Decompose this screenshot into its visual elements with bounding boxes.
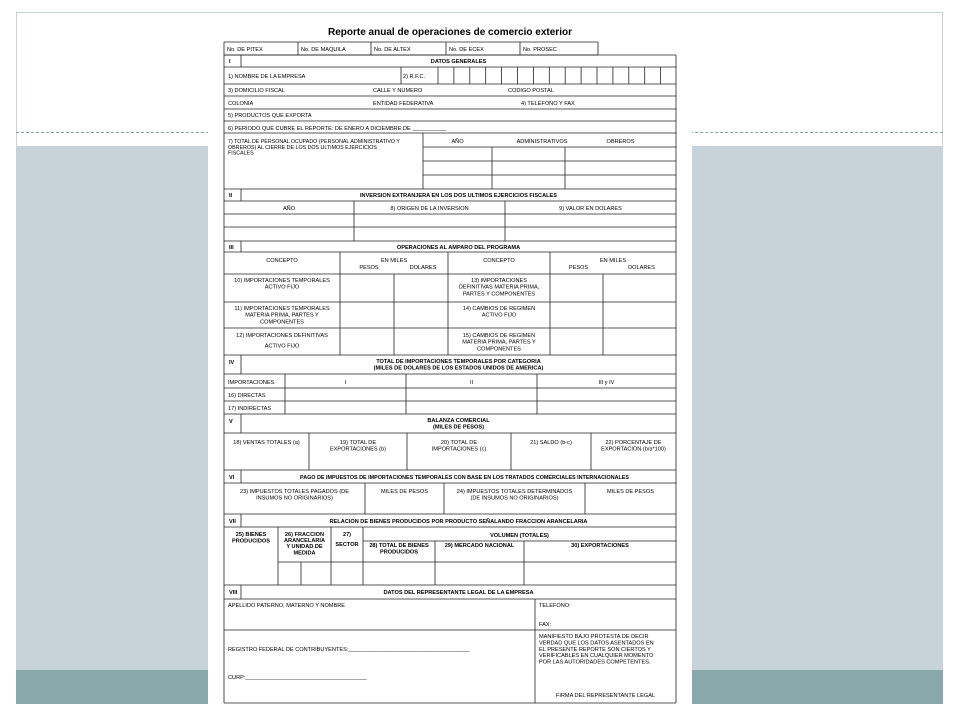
form-label: 13) IMPORTACIONES xyxy=(470,278,528,284)
header-id-label: No. DE MAQUILA xyxy=(301,47,346,53)
section-title: RELACION DE BIENES PRODUCIDOS POR PRODUCTO SEÑALANDO FRACCION ARANCELARIA xyxy=(329,519,588,525)
header-id-label: No. PROSEC xyxy=(523,47,557,53)
section-number: IV xyxy=(229,360,235,366)
form-label xyxy=(359,265,379,271)
form-label xyxy=(457,489,573,502)
form-label: PESOS xyxy=(568,265,589,271)
form-label: MILES DE PESOS xyxy=(381,489,428,495)
section-title xyxy=(427,418,490,431)
form-label xyxy=(559,206,622,212)
form-label: MATERIA PRIMA, PARTES Y xyxy=(462,339,536,346)
form-document xyxy=(208,17,692,705)
form-label: Y UNIDAD DE xyxy=(286,544,323,551)
form-label: EXPORTACION (b/a*100) xyxy=(601,446,666,453)
section-title xyxy=(397,245,520,251)
form-label: ADMINISTRATIVOS xyxy=(516,139,568,145)
form-label xyxy=(234,278,330,291)
form-label xyxy=(517,139,568,145)
section-number: VI xyxy=(229,475,235,481)
form-label: 22) PORCENTAJE DE xyxy=(605,440,662,446)
form-label: 18) VENTAS TOTALES (a) xyxy=(233,440,300,446)
form-label xyxy=(539,622,552,628)
form-label: DOLARES xyxy=(409,265,437,271)
form-label: IMPORTACIONES (c) xyxy=(431,446,487,453)
section-title: BALANZA COMERCIAL xyxy=(427,418,490,424)
form-label: 21) SALDO (b-c) xyxy=(530,440,572,446)
form-label: 1) NOMBRE DE LA EMPRESA xyxy=(228,74,306,80)
section-number xyxy=(229,519,236,525)
form-label: COMPONENTES xyxy=(260,319,304,326)
form-label xyxy=(530,440,572,446)
form-label: AÑO xyxy=(282,206,296,212)
form-label xyxy=(508,88,554,94)
form-label xyxy=(234,306,330,325)
form-label xyxy=(403,74,426,80)
form-label: VERIFICABLES EN CUALQUIER MOMENTO xyxy=(539,653,654,660)
form-label: SECTOR xyxy=(335,542,359,548)
section-number xyxy=(229,360,235,366)
section-title xyxy=(360,193,557,199)
section-title xyxy=(431,59,487,65)
form-label: PRODUCIDOS xyxy=(380,549,418,556)
form-label: ACTIVO FIJO xyxy=(264,343,300,350)
form-label: 23) IMPUESTOS TOTALES PAGADOS (DE xyxy=(240,489,349,495)
section-number xyxy=(229,590,238,596)
form-label: 14) CAMBIOS DE REGIMEN xyxy=(462,306,536,312)
form-label xyxy=(599,380,615,386)
form-label xyxy=(228,675,368,681)
form-label: FIRMA DEL REPRESENTANTE LEGAL xyxy=(555,693,656,699)
form-label: 12) IMPORTACIONES DEFINITIVAS xyxy=(236,333,328,339)
form-label xyxy=(373,88,423,94)
form-label: INSUMOS NO ORIGINARIOS) xyxy=(256,495,333,502)
form-label: MATERIA PRIMA, PARTES Y xyxy=(245,312,319,319)
form-label xyxy=(571,543,629,549)
form-label: MANIFIESTO BAJO PROTESTA DE DECIR xyxy=(539,634,649,640)
form-label xyxy=(445,543,515,549)
form-label: DEFINITIVAS MATERIA PRIMA, xyxy=(458,284,540,291)
form-label xyxy=(539,603,571,609)
form-label: COMPONENTES xyxy=(477,346,521,353)
form-label: MILES DE PESOS xyxy=(607,489,654,495)
form-label xyxy=(462,333,536,352)
form-label xyxy=(266,258,298,264)
form-label xyxy=(390,206,468,212)
form-label xyxy=(432,440,487,453)
section-number: VIII xyxy=(229,590,238,596)
header-id-label xyxy=(227,47,263,53)
form-label: EL PRESENTE REPORTE SON CIERTOS Y xyxy=(539,646,651,653)
form-label: 6) PERIODO QUE CUBRE EL REPORTE: DE ENERO A DICIEMBRE DE ___________ xyxy=(228,126,447,132)
form-label: CALLE Y NUMERO xyxy=(373,88,423,94)
form-label: III y IV xyxy=(598,380,615,386)
form-label: ACTIVO FIJO xyxy=(481,312,517,319)
form-label xyxy=(628,265,655,271)
form-label: MEDIDA xyxy=(293,550,316,557)
form-label xyxy=(470,380,474,386)
section-title: (MILES DE DOLARES DE LOS ESTADOS UNIDOS DE AMERICA) xyxy=(373,365,544,372)
form-label xyxy=(369,543,429,556)
form-label xyxy=(284,532,325,556)
form-label xyxy=(240,489,349,502)
form-label: COLONIA xyxy=(228,101,254,107)
form-label xyxy=(228,101,253,107)
form-label: OBREROS xyxy=(606,139,635,145)
section-title xyxy=(300,475,629,481)
form-label xyxy=(345,380,347,386)
form-label xyxy=(569,265,589,271)
section-number xyxy=(229,193,233,199)
form-label: I xyxy=(344,380,347,386)
form-label xyxy=(607,139,635,145)
section-number: I xyxy=(229,59,231,65)
form-label: 3) DOMICILIO FISCAL xyxy=(228,88,285,94)
header-id-label xyxy=(301,47,346,53)
header-id-label: No. DE PITEX xyxy=(227,47,263,53)
form-label: (DE INSUMOS NO ORIGINARIOS) xyxy=(470,495,559,502)
form-label xyxy=(539,634,654,666)
section-number: VII xyxy=(229,519,236,525)
form-label: DOLARES xyxy=(628,265,655,271)
form-label: 28) TOTAL DE BIENES xyxy=(369,543,429,549)
form-label: EN MILES xyxy=(599,258,627,264)
form-label xyxy=(228,393,266,399)
form-label: IMPORTACIONES xyxy=(228,380,275,386)
form-label: ARANCELARIA xyxy=(283,538,326,545)
form-label: 8) ORIGEN DE LA INVERSION xyxy=(390,206,469,212)
form-label: REGISTRO FEDERAL DE CONTRIBUYENTES:_______________________________________ xyxy=(228,647,470,653)
section-number xyxy=(229,59,231,65)
form-label: 27) xyxy=(342,532,352,538)
form-label: PARTES Y COMPONENTES xyxy=(462,291,536,298)
section-title: OPERACIONES AL AMPARO DEL PROGRAMA xyxy=(396,245,521,251)
form-label: 7) TOTAL DE PERSONAL OCUPADO (PERSONAL ADMINISTRATIVO Y xyxy=(228,139,400,145)
form-label xyxy=(381,489,428,495)
form-label: II xyxy=(469,380,474,386)
form-label: 9) VALOR EN DOLARES xyxy=(559,206,622,212)
form-label: TELEFONO: xyxy=(539,603,571,609)
form-label: FISCALES xyxy=(228,150,254,157)
form-label: AÑO xyxy=(451,139,464,145)
form-label xyxy=(228,74,306,80)
form-label xyxy=(410,265,437,271)
form-label xyxy=(556,693,655,699)
form-label: PRODUCIDOS xyxy=(232,538,270,545)
form-label: PESOS xyxy=(359,265,379,271)
form-label: APELLIDO PATERNO, MATERNO Y NOMBRE xyxy=(228,603,345,609)
section-title: INVERSION EXTRANJERA EN LOS DOS ULTIMOS EJERCICIOS FISCALES xyxy=(359,193,558,199)
form-label: 29) MERCADO NACIONAL xyxy=(444,543,515,549)
section-title: PAGO DE IMPUESTOS DE IMPORTACIONES TEMPORALES CON BASE EN LOS TRATADOS COMERCIALES INTERNACIONALES xyxy=(300,475,629,481)
form-label: 17) INDIRECTAS xyxy=(228,406,272,412)
form-label xyxy=(381,258,407,264)
section-title xyxy=(374,359,544,372)
form-label xyxy=(459,278,540,297)
form-label: CODIGO POSTAL xyxy=(508,88,554,94)
header-id-label: No. DE ECEX xyxy=(449,47,484,53)
form-label: CONCEPTO xyxy=(483,258,515,264)
form-label: CONCEPTO xyxy=(266,258,298,264)
form-label: VERDAD QUE LOS DATOS ASENTADOS EN xyxy=(539,640,654,647)
form-label xyxy=(228,406,271,412)
form-label xyxy=(373,101,434,107)
form-label: EXPORTACIONES (b) xyxy=(329,446,387,453)
form-label xyxy=(233,440,300,446)
header-id-label xyxy=(449,47,484,53)
form-label: 20) TOTAL DE xyxy=(440,440,478,446)
form-label xyxy=(607,489,654,495)
header-id-label: No. DE ALTEX xyxy=(374,47,411,53)
form-label: FAX: xyxy=(539,622,552,628)
form-label xyxy=(228,603,345,609)
section-title: DATOS GENERALES xyxy=(430,59,487,65)
form-label xyxy=(228,126,447,132)
form-label: VOLUMEN (TOTALES) xyxy=(490,533,549,539)
form-label: CURP:_______________________________________ xyxy=(228,675,367,681)
form-label: 4) TELEFONO Y FAX xyxy=(521,101,575,107)
form-label: 25) BIENES xyxy=(235,532,267,538)
form-title: Reporte anual de operaciones de comercio exterior xyxy=(328,27,572,38)
form-label xyxy=(601,440,666,453)
header-id-label xyxy=(374,47,411,53)
section-number xyxy=(229,419,233,425)
form-label xyxy=(228,88,285,94)
form-label: 11) IMPORTACIONES TEMPORALES xyxy=(234,306,330,312)
form-label xyxy=(451,138,464,145)
section-title: DATOS DEL REPRESENTANTE LEGAL DE LA EMPRESA xyxy=(383,590,534,596)
form-label: 16) DIRECTAS xyxy=(228,393,266,399)
form-label xyxy=(228,647,471,653)
form-label xyxy=(521,101,575,107)
form-label xyxy=(228,113,312,119)
form-label: 2) R.F.C. xyxy=(403,74,426,80)
form-label: 26) FRACCION xyxy=(284,532,325,538)
section-title xyxy=(383,590,533,596)
form-label: ACTIVO FIJO xyxy=(264,284,300,291)
form-label: 10) IMPORTACIONES TEMPORALES xyxy=(234,278,330,284)
header-id-label xyxy=(523,47,557,53)
section-title: TOTAL DE IMPORTACIONES TEMPORALES POR CATEGORIA xyxy=(376,359,541,365)
section-number: II xyxy=(229,193,233,199)
section-number xyxy=(229,475,235,481)
form-label xyxy=(335,532,358,548)
form-table xyxy=(208,17,692,705)
section-title: (MILES DE PESOS) xyxy=(433,424,484,431)
form-label xyxy=(283,205,296,212)
form-label xyxy=(228,380,275,386)
form-label: ENTIDAD FEDERATIVA xyxy=(373,101,434,107)
form-label xyxy=(463,306,535,319)
section-number: III xyxy=(229,245,234,251)
form-label xyxy=(483,258,515,264)
section-number xyxy=(229,245,234,251)
form-label: 5) PRODUCTOS QUE EXPORTA xyxy=(228,113,312,119)
form-label: 19) TOTAL DE xyxy=(339,440,377,446)
form-label xyxy=(600,258,626,264)
form-label: EN MILES xyxy=(380,258,408,264)
form-label: 30) EXPORTACIONES xyxy=(571,543,629,549)
section-number: V xyxy=(229,419,233,425)
section-title xyxy=(330,518,588,525)
form-label: 24) IMPUESTOS TOTALES DETERMINADOS xyxy=(456,489,573,495)
form-label xyxy=(232,532,270,545)
form-label xyxy=(490,533,549,539)
form-label xyxy=(330,440,386,453)
form-label: OBREROS) AL CIERRE DE LOS DOS ULTIMOS EJERCICIOS xyxy=(228,144,377,151)
form-label: 15) CAMBIOS DE REGIMEN xyxy=(462,333,536,339)
form-label xyxy=(228,139,400,157)
form-label xyxy=(236,333,328,350)
form-label: POR LAS AUTORIDADES COMPETENTES. xyxy=(539,659,651,666)
